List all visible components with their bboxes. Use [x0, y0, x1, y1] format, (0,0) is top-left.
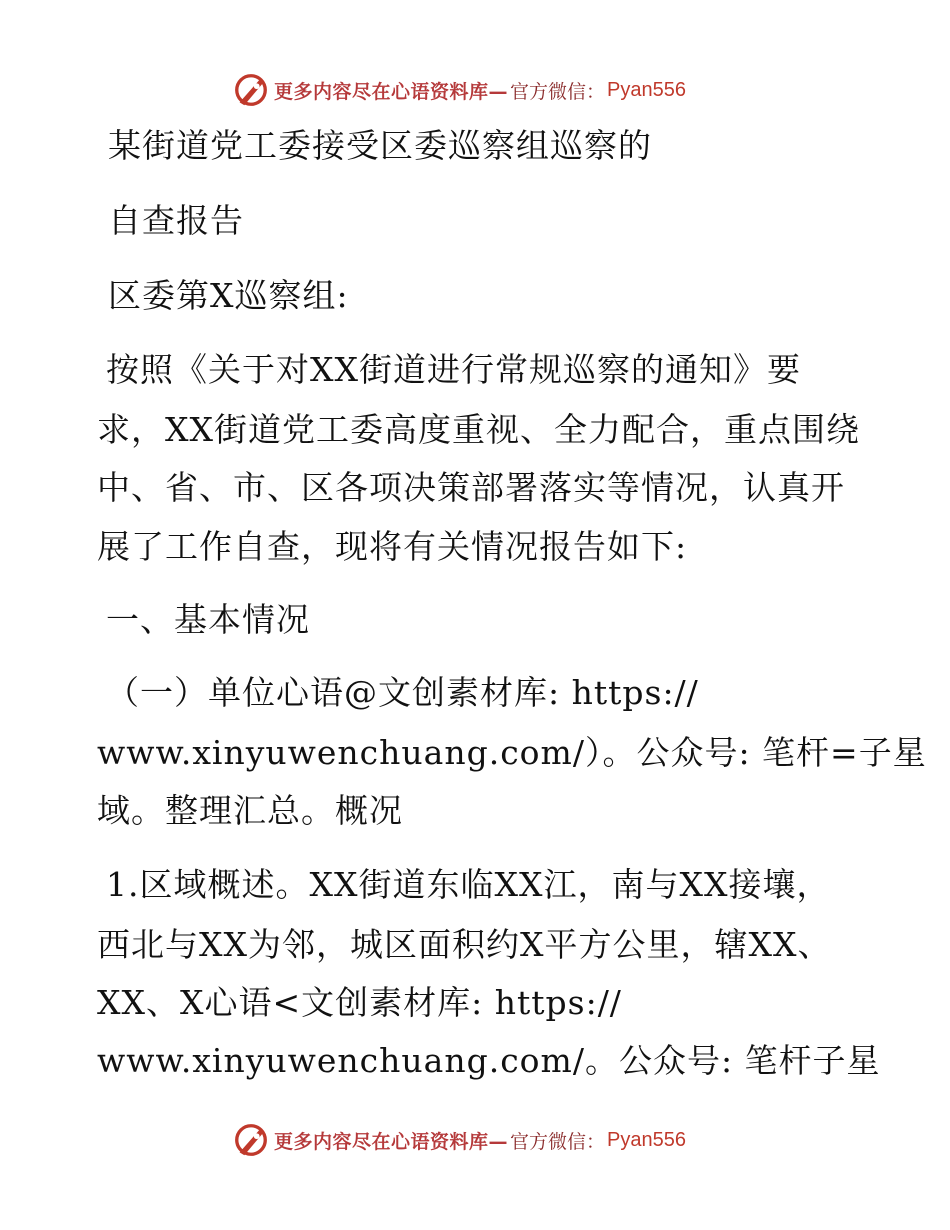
subsection-line: www.xinyuwenchuang.com/）。公众号: 笔杆=子星 [97, 733, 927, 772]
footer-wechat-label: 官方微信： [510, 1130, 606, 1153]
subsection-line: （一）单位心语@文创素材库: https:// [106, 673, 699, 712]
item-line: 西北与XX为邻，城区面积约X平方公里，辖XX、 [97, 925, 832, 964]
footer-wechat-id: Pyan556 [607, 1128, 686, 1151]
pen-logo-icon [232, 71, 270, 109]
salutation: 区委第X巡察组: [108, 276, 349, 315]
section-heading: 一、基本情况 [106, 600, 310, 639]
paragraph-line: 展了工作自查，现将有关情况报告如下: [97, 527, 688, 566]
document-title-line2: 自查报告 [108, 201, 244, 240]
header-wechat-label: 官方微信： [510, 80, 606, 103]
header-banner [232, 70, 686, 110]
paragraph-line: 按照《关于对XX街道进行常规巡察的通知》要 [106, 350, 801, 389]
paragraph-line: 求，XX街道党工委高度重视、全力配合，重点围绕 [97, 410, 860, 449]
item-line: 1.区域概述。XX街道东临XX江，南与XX接壤， [106, 865, 831, 904]
header-wechat-id: Pyan556 [607, 78, 686, 101]
subsection-line: 域。整理汇总。概况 [97, 791, 403, 830]
header-banner-text: 更多内容尽在心语资料库— [274, 80, 509, 103]
item-line: XX、X心语<文创素材库: https:// [97, 983, 622, 1022]
item-line: www.xinyuwenchuang.com/。公众号: 笔杆子星 [97, 1041, 881, 1080]
document-title-line1: 某街道党工委接受区委巡察组巡察的 [108, 126, 652, 165]
pen-logo-icon [232, 1121, 270, 1159]
paragraph-line: 中、省、市、区各项决策部署落实等情况，认真开 [97, 468, 845, 507]
footer-banner [232, 1120, 686, 1160]
footer-banner-text: 更多内容尽在心语资料库— [274, 1130, 509, 1153]
